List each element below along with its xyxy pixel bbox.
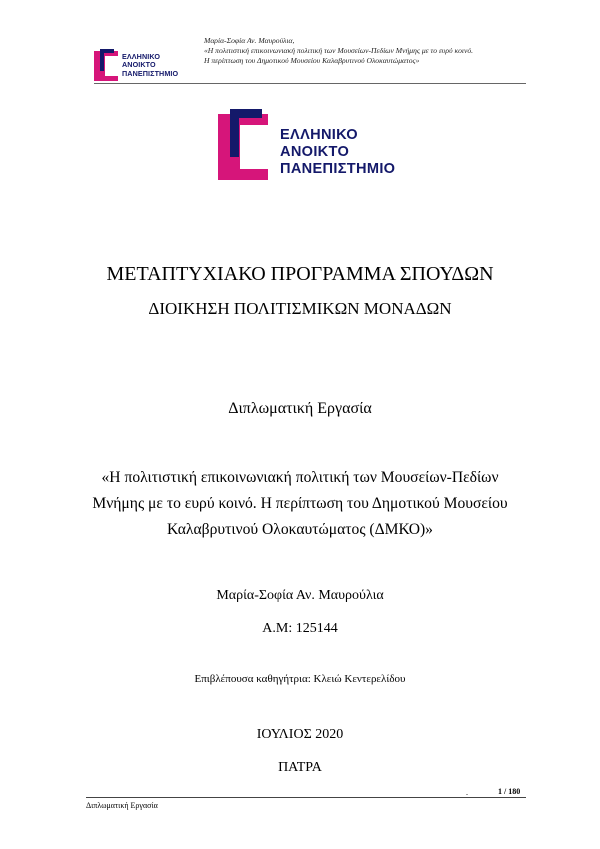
main-logo-line: ΕΛΛΗΝΙΚΟ bbox=[280, 127, 358, 143]
main-logo-line: ΑΝΟΙΚΤΟ bbox=[280, 144, 350, 160]
logo-mark-icon bbox=[94, 49, 122, 83]
thesis-title-line: Μνήμης με το ευρύ κοινό. Η περίπτωση του Δημοτικού Μουσείου bbox=[92, 495, 508, 512]
citation-author: Μαρία-Σοφία Αν. Μαυρούλια, bbox=[204, 36, 295, 45]
student-id: Α.Μ: 125144 bbox=[262, 621, 338, 636]
footer-label: Διπλωματική Εργασία bbox=[86, 801, 158, 810]
program-title: ΜΕΤΑΠΤΥΧΙΑΚΟ ΠΡΟΓΡΑΜΜΑ ΣΠΟΥΔΩΝ bbox=[106, 263, 494, 285]
header-logo-line: ΕΛΛΗΝΙΚΟ bbox=[122, 52, 161, 61]
city: ΠΑΤΡΑ bbox=[278, 760, 322, 775]
header-logo-line: ΑΝΟΙΚΤΟ bbox=[122, 60, 156, 70]
header-logo-line: ΠΑΝΕΠΙΣΤΗΜΙΟ bbox=[122, 68, 179, 78]
thesis-title-line: Καλαβρυτινού Ολοκαυτώματος (ΔΜΚΟ)» bbox=[167, 521, 433, 538]
submission-date: ΙΟΥΛΙΟΣ 2020 bbox=[256, 727, 344, 742]
supervisor: Επιβλέπουσα καθηγήτρια: Κλειώ Κεντερελίδου bbox=[194, 673, 406, 685]
main-logo-line: ΠΑΝΕΠΙΣΤΗΜΙΟ bbox=[280, 161, 396, 177]
thesis-title-line: «Η πολιτιστική επικοινωνιακή πολιτική των Μουσείων-Πεδίων bbox=[101, 469, 499, 486]
footer-divider bbox=[86, 797, 526, 798]
header-logo-text bbox=[122, 53, 178, 78]
header-university-logo bbox=[94, 49, 194, 83]
main-university-logo bbox=[218, 109, 408, 183]
page-number: 1 / 180 bbox=[498, 787, 521, 796]
author-name: Μαρία-Σοφία Αν. Μαυρούλια bbox=[216, 588, 384, 603]
department-title: ΔΙΟΙΚΗΣΗ ΠΟΛΙΤΙΣΜΙΚΩΝ ΜΟΝΑΔΩΝ bbox=[148, 299, 452, 318]
header-divider bbox=[94, 83, 526, 84]
work-type: Διπλωματική Εργασία bbox=[228, 400, 372, 417]
citation-title: «Η πολιτιστική επικοινωνιακή πολιτική των Μουσείων-Πεδίων Μνήμης με το ευρύ κοινό. bbox=[204, 46, 474, 55]
logo-mark-icon bbox=[218, 109, 278, 183]
footer-dot: . bbox=[466, 788, 468, 797]
thesis-title bbox=[0, 465, 600, 543]
citation-case: Η περίπτωση του Δημοτικού Μουσείου Καλαβρυτινού Ολοκαυτώματος» bbox=[204, 56, 420, 65]
main-logo-text bbox=[280, 127, 395, 178]
header-citation bbox=[204, 36, 528, 66]
